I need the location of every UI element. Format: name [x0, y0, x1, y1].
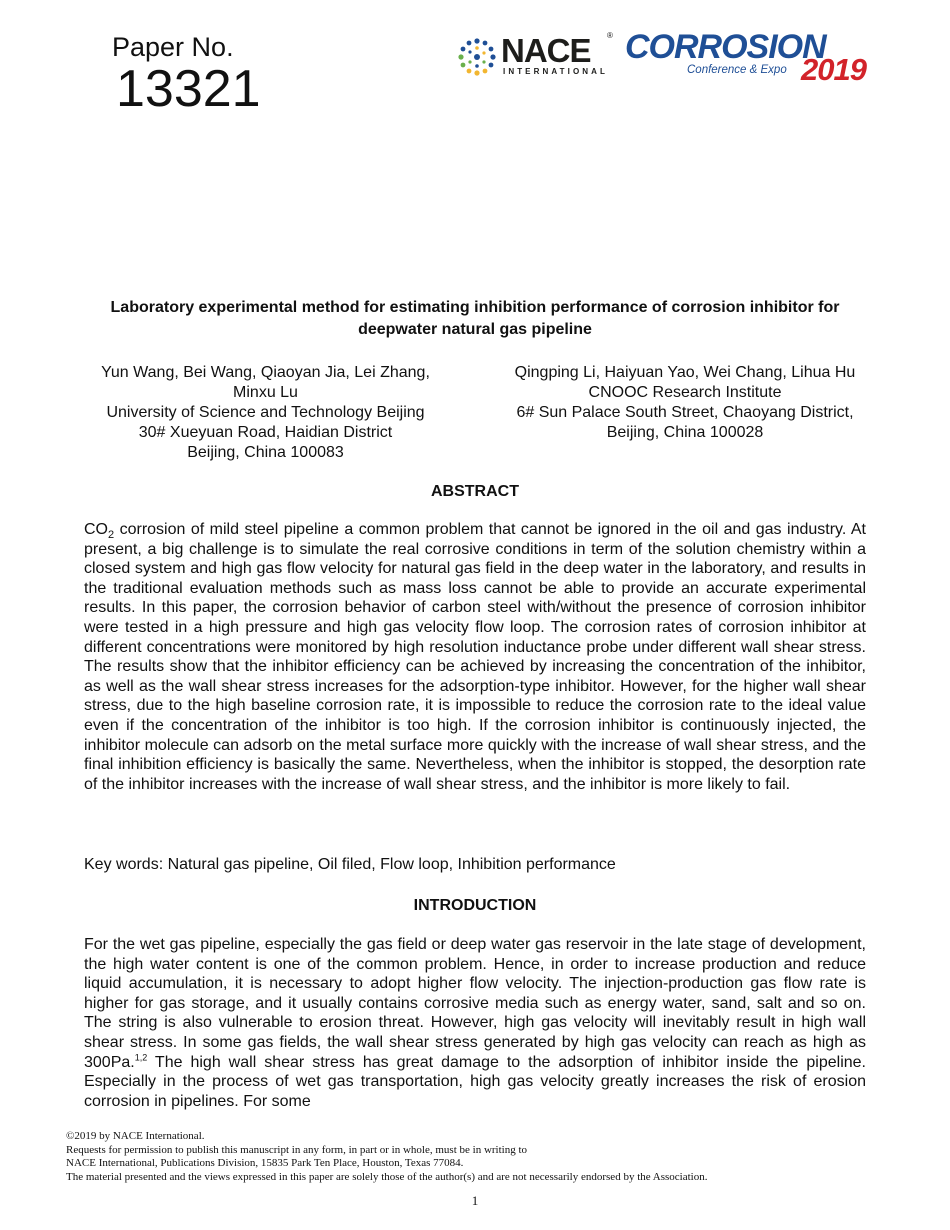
intro-text-part1: For the wet gas pipeline, especially the gas field or deep water gas reservoir in the late stage of development, the high water content is one of the common problem. Hence, in order to increase production and reduce liquid accumulation, it is necessary to adopt higher flow velocity. The injection-production gas flow rate is higher for gas storage, and it usually contains corrosive media such as energy water, sand, salt and so on. The string is also vulnerable to erosion threat. However, high gas velocity will inevitably result in high wall shear stress. In some gas fields, the wall shear stress generated by high gas velocity can reach as high as 300Pa.: [84, 936, 866, 1071]
registered-mark: ®: [607, 31, 613, 40]
abstract-heading: ABSTRACT: [431, 483, 519, 500]
author-address: 6# Sun Palace South Street, Chaoyang District,: [516, 404, 854, 421]
co2-subscript: 2: [108, 529, 115, 542]
author-city: Beijing, China 100083: [187, 444, 344, 461]
paper-number: 13321: [116, 60, 261, 118]
reference-superscript: 1,2: [134, 1052, 148, 1063]
abstract-body: [84, 520, 866, 794]
keywords: Key words: Natural gas pipeline, Oil filed, Flow loop, Inhibition performance: [84, 856, 616, 873]
copyright-line: ©2019 by NACE International.: [66, 1130, 205, 1142]
corrosion-wordmark: CORROSION: [625, 28, 826, 66]
disclaimer-line: The material presented and the views expressed in this paper are solely those of the author(s) and are not necessarily endorsed by the Association.: [66, 1170, 708, 1183]
permission-line: Requests for permission to publish this manuscript in any form, in part or in whole, must be in writing to: [66, 1143, 528, 1156]
paper-label: Paper No.: [112, 32, 234, 62]
page-number: 1: [471, 1193, 479, 1208]
author-names: Qingping Li, Haiyuan Yao, Wei Chang, Lihua Hu: [514, 364, 856, 381]
nace-wordmark: NACE: [501, 32, 591, 69]
nace-emblem-icon: [455, 36, 499, 78]
author-affiliation: CNOOC Research Institute: [588, 384, 782, 401]
author-affiliation: University of Science and Technology Beijing: [106, 404, 425, 421]
corrosion-2019-logo: [625, 28, 885, 88]
copyright-footer: [66, 1130, 707, 1184]
abstract-text: corrosion of mild steel pipeline a common problem that cannot be ignored in the oil and gas industry. At present, a big challenge is to simulate the real corrosive conditions in term of the solution chemistry within a closed system and high gas flow velocity for natural gas field in the deep water in the laboratory, and results in the traditional evaluation methods such as mass loss cannot be able to provide an accurate experimental results. In this paper, the corrosion behavior of carbon steel with/without the presence of corrosion inhibitor were tested in a high pressure and high gas velocity flow loop. The corrosion rates of corrosion inhibitor at different concentrations were monitored by high resolution inductance probe under different wall shear stress. The results show that the inhibitor efficiency can be achieved by increasing the concentration of the inhibitor, as well as the wall shear stress increases for the adsorption-type inhibitor. However, for the higher wall shear stress, due to the high baseline corrosion rate, it is impossible to reduce the corrosion rate to the ideal value even if the concentration of the inhibitor is too high. If the corrosion inhibitor is continuously injected, the inhibitor molecule can adsorb on the metal surface more quickly with the increase of wall shear stress, and the final inhibition efficiency is basically the same. Nevertheless, when the inhibitor is stopped, the desorption rate of the inhibitor increases with the increase of wall shear stress, and the inhibitor is more likely to fail.: [84, 521, 866, 793]
intro-text-part2: The high wall shear stress has great damage to the adsorption of inhibitor inside the pipeline. Especially in the process of wet gas transportation, high gas velocity greatly increases the risk of erosion corrosion in pipelines. For some: [84, 1053, 866, 1110]
author-names: Yun Wang, Bei Wang, Qiaoyan Jia, Lei Zhang, Minxu Lu: [101, 364, 430, 401]
authors-left-block: [84, 363, 447, 463]
author-address: 30# Xueyuan Road, Haidian District: [138, 424, 393, 441]
introduction-heading: INTRODUCTION: [413, 897, 537, 914]
authors-right-block: [500, 363, 870, 443]
co2-prefix: CO: [84, 521, 108, 538]
address-line: NACE International, Publications Division, 15835 Park Ten Place, Houston, Texas 77084.: [66, 1157, 464, 1170]
paper-title: Laboratory experimental method for estimating inhibition performance of corrosion inhibitor for deepwater natural gas pipeline: [110, 299, 840, 338]
conference-subtitle: Conference & Expo: [687, 64, 787, 76]
introduction-body: [84, 935, 866, 1111]
nace-logo: [455, 31, 615, 82]
author-city: Beijing, China 100028: [606, 424, 764, 441]
nace-subtitle: INTERNATIONAL: [503, 67, 609, 76]
paper-number-block: [112, 32, 261, 116]
conference-year: 2019: [801, 52, 866, 87]
